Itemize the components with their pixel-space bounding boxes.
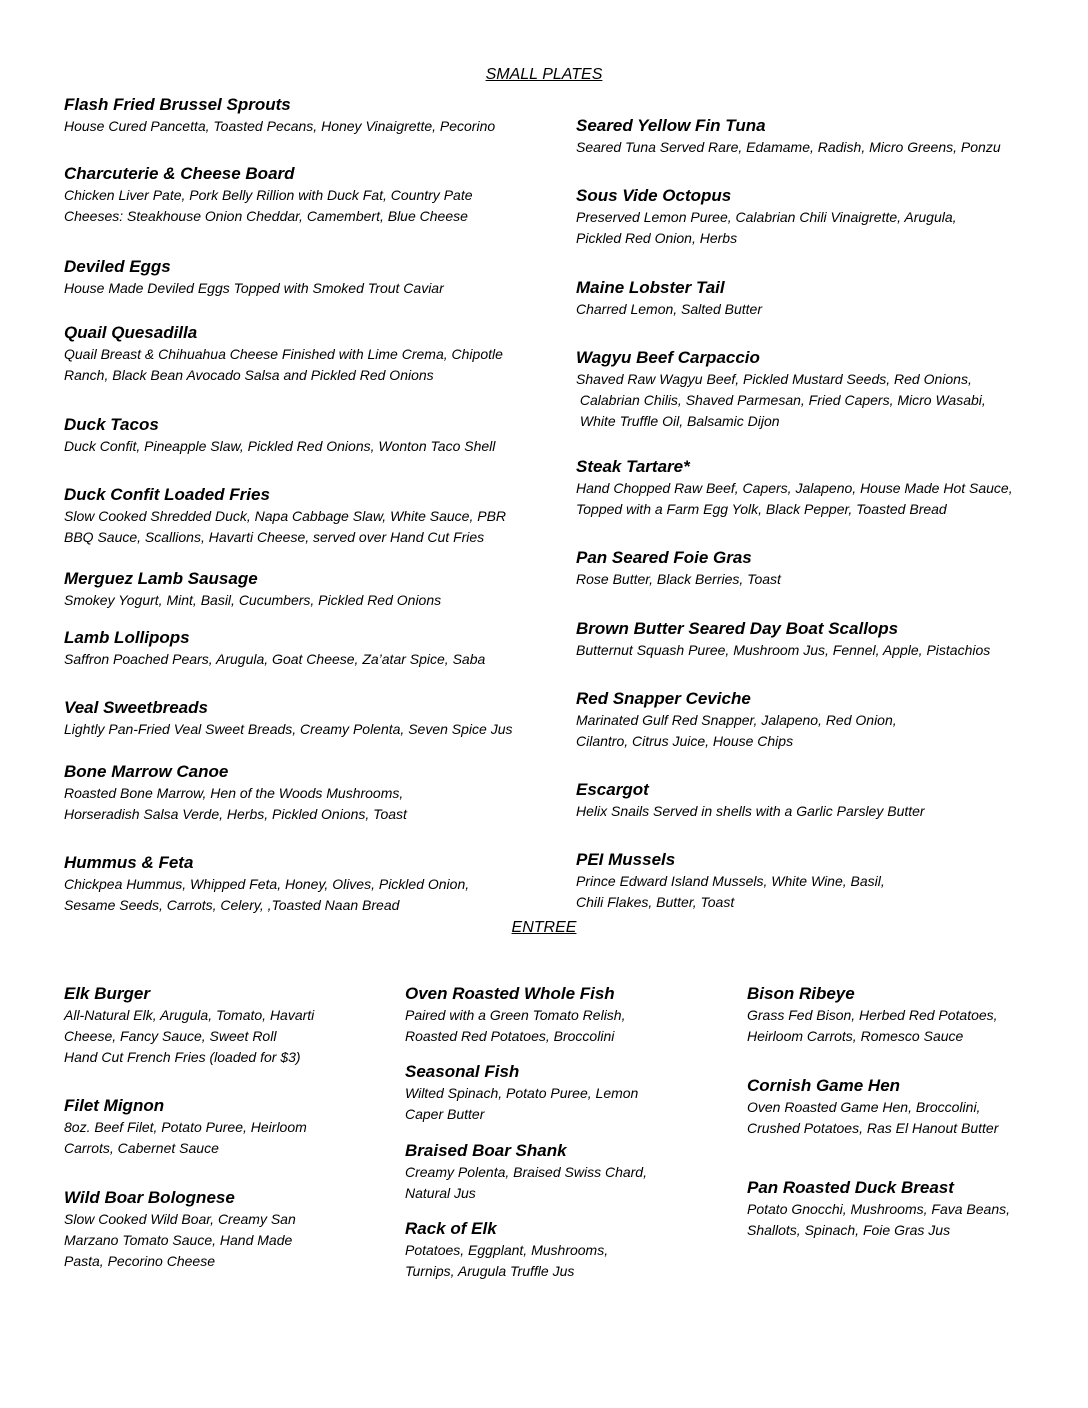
menu-item [64,697,513,740]
menu-item [576,849,885,913]
item-description: Pickled Red Onion, Herbs [576,230,738,246]
item-description: Prince Edward Island Mussels, White Wine, Basil, [576,873,885,889]
item-description: Shallots, Spinach, Foie Gras Jus [747,1222,951,1238]
item-description: Chicken Liver Pate, Pork Belly Rillion with Duck Fat, Country Pate [64,187,473,203]
item-description: Creamy Polenta, Braised Swiss Chard, [405,1164,647,1180]
item-title: PEI Mussels [576,850,676,869]
menu-item [747,1177,1010,1241]
item-description: Caper Butter [405,1106,485,1122]
item-description: BBQ Sauce, Scallions, Havarti Cheese, served over Hand Cut Fries [64,529,485,545]
item-description: Crushed Potatoes, Ras El Hanout Butter [747,1120,999,1136]
menu-item [64,852,469,916]
item-title: Charcuterie & Cheese Board [64,164,295,183]
item-title: Sous Vide Octopus [576,186,732,205]
item-description: Saffron Poached Pears, Arugula, Goat Cheese, Za’atar Spice, Saba [64,651,486,667]
item-description: Cheese, Fancy Sauce, Sweet Roll [64,1028,277,1044]
item-description: Calabrian Chilis, Shaved Parmesan, Fried Capers, Micro Wasabi, [576,392,986,408]
menu-item [405,1061,638,1125]
item-title: Braised Boar Shank [405,1141,567,1160]
item-title: Lamb Lollipops [64,628,190,647]
menu-item [576,185,957,249]
small-plates-heading: SMALL PLATES [485,66,603,83]
item-title: Bone Marrow Canoe [64,762,229,781]
item-description: Rose Butter, Black Berries, Toast [576,571,781,587]
menu-item [405,1218,608,1282]
item-description: Ranch, Black Bean Avocado Salsa and Pickled Red Onions [64,367,434,383]
item-description: 8oz. Beef Filet, Potato Puree, Heirloom [64,1119,307,1135]
menu-item [405,983,625,1047]
item-description: Duck Confit, Pineapple Slaw, Pickled Red Onions, Wonton Taco Shell [64,438,496,454]
item-title: Bison Ribeye [747,984,855,1003]
item-description: Pasta, Pecorino Cheese [64,1253,215,1269]
item-title: Duck Confit Loaded Fries [64,485,270,504]
item-title: Wagyu Beef Carpaccio [576,348,760,367]
item-title: Pan Roasted Duck Breast [747,1178,954,1197]
menu-item [576,277,762,320]
item-description: Hand Cut French Fries (loaded for $3) [64,1049,301,1065]
menu-item [64,414,495,457]
menu-item [64,1187,296,1272]
item-description: Cilantro, Citrus Juice, House Chips [576,733,794,749]
menu-item [576,688,897,752]
menu-item [576,456,1013,520]
item-title: Merguez Lamb Sausage [64,569,258,588]
item-description: Natural Jus [405,1185,476,1201]
item-description: Wilted Spinach, Potato Puree, Lemon [405,1085,639,1101]
item-title: Elk Burger [64,984,150,1003]
item-description: Roasted Red Potatoes, Broccolini [405,1028,615,1044]
item-description: House Made Deviled Eggs Topped with Smoked Trout Caviar [64,280,444,296]
item-description: House Cured Pancetta, Toasted Pecans, Honey Vinaigrette, Pecorino [64,118,496,134]
menu-item [747,1075,998,1139]
item-description: Marzano Tomato Sauce, Hand Made [64,1232,293,1248]
item-description: Sesame Seeds, Carrots, Celery, ,Toasted Naan Bread [64,897,400,913]
item-title: Wild Boar Bolognese [64,1188,235,1207]
item-description: Chickpea Hummus, Whipped Feta, Honey, Olives, Pickled Onion, [64,876,470,892]
menu-item [64,163,473,227]
item-description: All-Natural Elk, Arugula, Tomato, Havarti [64,1007,315,1023]
item-title: Hummus & Feta [64,853,194,872]
item-title: Quail Quesadilla [64,323,198,342]
item-description: Shaved Raw Wagyu Beef, Pickled Mustard Seeds, Red Onions, [576,371,972,387]
entree-heading: ENTREE [511,919,577,936]
item-title: Steak Tartare* [576,457,690,476]
menu-item [576,347,986,432]
item-description: White Truffle Oil, Balsamic Dijon [576,413,780,429]
menu-item [64,484,506,548]
item-title: Deviled Eggs [64,257,171,276]
item-description: Topped with a Farm Egg Yolk, Black Pepper, Toasted Bread [576,501,947,517]
item-description: Slow Cooked Wild Boar, Creamy San [64,1211,296,1227]
item-title: Oven Roasted Whole Fish [405,984,615,1003]
item-description: Helix Snails Served in shells with a Garlic Parsley Butter [576,803,925,819]
item-description: Quail Breast & Chihuahua Cheese Finished with Lime Crema, Chipotle [64,346,503,362]
item-title: Filet Mignon [64,1096,165,1115]
item-description: Butternut Squash Puree, Mushroom Jus, Fennel, Apple, Pistachios [576,642,991,658]
item-description: Lightly Pan-Fried Veal Sweet Breads, Creamy Polenta, Seven Spice Jus [64,721,513,737]
item-description: Oven Roasted Game Hen, Broccolini, [747,1099,981,1115]
item-description: Roasted Bone Marrow, Hen of the Woods Mushrooms, [64,785,404,801]
item-title: Escargot [576,780,649,799]
item-title: Cornish Game Hen [747,1076,901,1095]
item-title: Flash Fried Brussel Sprouts [64,95,291,114]
menu-item [64,94,495,137]
item-description: Horseradish Salsa Verde, Herbs, Pickled Onions, Toast [64,806,407,822]
menu-item [64,983,314,1068]
item-description: Potatoes, Eggplant, Mushrooms, [405,1242,609,1258]
item-description: Charred Lemon, Salted Butter [576,301,762,317]
menu-item [576,779,925,822]
item-title: Pan Seared Foie Gras [576,548,752,567]
item-description: Preserved Lemon Puree, Calabrian Chili Vinaigrette, Arugula, [576,209,957,225]
menu-item [64,627,485,670]
menu-item [64,568,441,611]
menu-item [576,115,1001,158]
item-description: Grass Fed Bison, Herbed Red Potatoes, [747,1007,998,1023]
item-description: Seared Tuna Served Rare, Edamame, Radish, Micro Greens, Ponzu [576,139,1001,155]
item-description: Chili Flakes, Butter, Toast [576,894,735,910]
item-description: Turnips, Arugula Truffle Jus [405,1263,575,1279]
item-description: Marinated Gulf Red Snapper, Jalapeno, Red Onion, [576,712,897,728]
item-description: Potato Gnocchi, Mushrooms, Fava Beans, [747,1201,1011,1217]
item-title: Brown Butter Seared Day Boat Scallops [576,619,899,638]
item-title: Rack of Elk [405,1219,497,1238]
item-title: Seared Yellow Fin Tuna [576,116,766,135]
item-title: Red Snapper Ceviche [576,689,751,708]
item-description: Paired with a Green Tomato Relish, [405,1007,626,1023]
menu-item [405,1140,647,1204]
item-description: Smokey Yogurt, Mint, Basil, Cucumbers, Pickled Red Onions [64,592,442,608]
menu-item [747,983,998,1047]
item-title: Maine Lobster Tail [576,278,725,297]
menu-item [576,547,781,590]
menu-item [64,1095,307,1159]
item-description: Heirloom Carrots, Romesco Sauce [747,1028,964,1044]
item-title: Veal Sweetbreads [64,698,208,717]
item-description: Cheeses: Steakhouse Onion Cheddar, Camembert, Blue Cheese [64,208,468,224]
item-description: Hand Chopped Raw Beef, Capers, Jalapeno, House Made Hot Sauce, [576,480,1013,496]
menu-item [64,256,444,299]
menu-item [576,618,990,661]
item-title: Duck Tacos [64,415,159,434]
item-description: Carrots, Cabernet Sauce [64,1140,219,1156]
item-description: Slow Cooked Shredded Duck, Napa Cabbage Slaw, White Sauce, PBR [64,508,507,524]
item-title: Seasonal Fish [405,1062,520,1081]
menu-item [64,761,407,825]
menu-item [64,322,503,386]
